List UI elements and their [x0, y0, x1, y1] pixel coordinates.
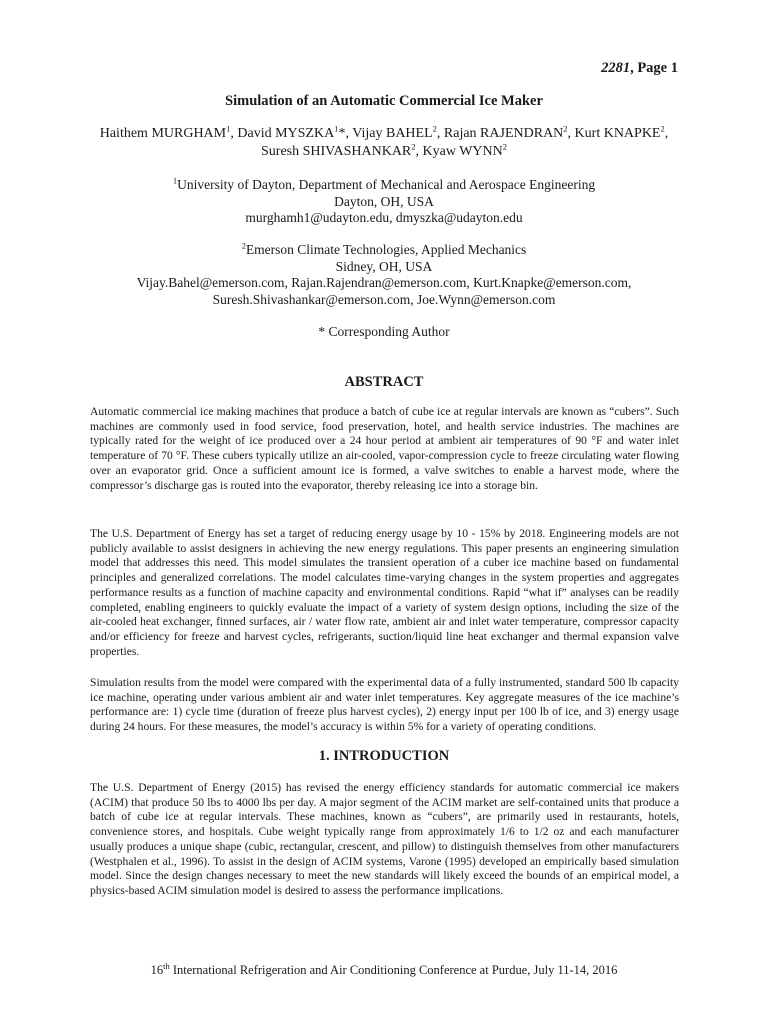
affiliation-location: Sidney, OH, USA: [335, 258, 433, 274]
affiliation-institution: University of Dayton, Department of Mechanical and Aerospace Engineering: [177, 177, 596, 192]
author-name: Kurt KNAPKE: [574, 126, 661, 141]
footer-text: International Refrigeration and Air Conditioning Conference at Purdue, July 11-14, 2016: [169, 963, 618, 977]
corresponding-author-note: * Corresponding Author: [318, 324, 450, 339]
conference-footer: [0, 960, 768, 978]
author-name: Haithem MURGHAM: [99, 126, 227, 141]
abstract-paragraph: Simulation results from the model were compared with the experimental data of a fully instrumented, standard 500 lb capacity ice machine, operating under various ambient air and water inlet temperatures. Key aggregate measures of the ice machine’s performance are: 1) cycle time (duration of freeze plus harvest cycles), 2) energy input per 100 lb of ice, and 3) energy usage during 24 hours. For these measures, the model’s accuracy is within 5% for a variety of operating conditions.: [90, 676, 679, 734]
affiliation-location: Dayton, OH, USA: [334, 193, 434, 209]
affiliation-line: [60, 177, 708, 194]
author-separator: ,: [664, 126, 669, 141]
author-name: Kyaw WYNN: [422, 144, 503, 159]
author-line-2: [60, 143, 708, 161]
affiliation-emails: Vijay.Bahel@emerson.com, Rajan.Rajendran@emerson.com, Kurt.Knapke@emerson.com,: [136, 275, 632, 290]
author-affiliation-mark: 2: [502, 141, 507, 152]
author-affiliation-mark: 1: [226, 123, 231, 134]
introduction-heading: 1. INTRODUCTION: [318, 748, 450, 764]
author-line-1: [60, 125, 708, 143]
author-separator: ,: [436, 126, 444, 141]
author-name: Rajan RAJENDRAN: [443, 126, 564, 141]
abstract-heading: ABSTRACT: [344, 374, 424, 390]
author-separator: *,: [338, 126, 353, 141]
author-name: David MYSZKA: [237, 126, 335, 141]
author-separator: ,: [415, 144, 423, 159]
abstract-paragraph: Automatic commercial ice making machines that produce a batch of cube ice at regular intervals are known as “cubers”. Such machines are commonly used in food service, food preservation, hotel, and health service industries. The machines are typically rated for the weight of ice produced over a 24 hour period at ambient air temperatures of 90 °F and water inlet temperature of 70 °F. These cubers typically utilize an air-cooled, vapor-compression cycle to freeze circulating water flowing over an evaporator grid. Once a sufficient amount ice is formed, a valve switches to enable a harvest mode, where the compressor’s discharge gas is routed into the evaporator, thereby releasing ice into a storage bin.: [90, 405, 679, 492]
author-separator: ,: [567, 126, 575, 141]
affiliation-institution: Emerson Climate Technologies, Applied Mechanics: [245, 242, 527, 257]
affiliation-emails: murghamh1@udayton.edu, dmyszka@udayton.edu: [245, 210, 523, 225]
author-affiliation-mark: 2: [563, 123, 568, 134]
page-number: [601, 60, 678, 77]
affiliation-mark: 1: [172, 175, 178, 186]
paper-id: 2281: [601, 60, 631, 76]
footer-ordinal: 16: [150, 963, 164, 977]
affiliation-mark: 2: [241, 240, 246, 251]
author-affiliation-mark: 2: [660, 123, 665, 134]
author-affiliation-mark: 2: [432, 123, 437, 134]
author-affiliation-mark: 2: [411, 141, 416, 152]
affiliation-dayton: [60, 177, 708, 227]
affiliation-emerson: [60, 242, 708, 308]
introduction-paragraph: The U.S. Department of Energy (2015) has revised the energy efficiency standards for automatic commercial ice makers (ACIM) that produce 50 lbs to 4000 lbs per day. A major segment of the ACIM market are self-contained units that produce a batch of cube ice at regular intervals. These machines, known as “cubers”, are primarily used in restaurants, hotels, convenience stores, and hospitals. Cube weight typically range from approximately 1/6 to 1/2 oz and each manufacturer usually produces a unique shape (cubic, rectangular, crescent, and pillow) to distinguish themselves from other manufacturers (Westphalen et al., 1996). To assist in the design of ACIM systems, Varone (1995) developed an empirically based simulation model. Since the design changes necessary to meet the new standards will likely exceed the bounds of an empirical model, a physics-based ACIM simulation model is desired to assess the performance implications.: [90, 781, 679, 897]
affiliation-line: [60, 242, 708, 259]
author-name: Vijay BAHEL: [352, 126, 433, 141]
page-label: , Page 1: [630, 60, 678, 76]
author-name: Suresh SHIVASHANKAR: [261, 144, 412, 159]
footer-ordinal-suffix: th: [163, 960, 170, 971]
author-affiliation-mark: 1: [334, 123, 339, 134]
author-separator: ,: [230, 126, 238, 141]
affiliation-emails: Suresh.Shivashankar@emerson.com, Joe.Wynn@emerson.com: [212, 291, 556, 307]
paper-title: Simulation of an Automatic Commercial Ice Maker: [225, 93, 543, 109]
abstract-paragraph: The U.S. Department of Energy has set a target of reducing energy usage by 10 - 15% by 2018. Engineering models are not publicly available to assist designers in achieving the new energy regulations. This paper presents an engineering simulation model that addresses this need. This model simulates the transient operation of a cuber ice machine based on fundamental principles and generalized correlations. The model calculates time-varying changes in the system properties and aggregates performance results as a function of machine capacity and environmental conditions. Rapid “what if” analyses can be readily completed, enabling engineers to quickly evaluate the impact of a variety of system design options, including the size of the air-cooled heat exchanger, finned surfaces, air / water flow rate, ambient air and inlet water temperature, compressor capacity and/or efficiency for freeze and harvest cycles, refrigerants, suction/liquid line heat exchanger and thermal expansion valve properties.: [90, 527, 679, 658]
author-list: [60, 125, 708, 161]
